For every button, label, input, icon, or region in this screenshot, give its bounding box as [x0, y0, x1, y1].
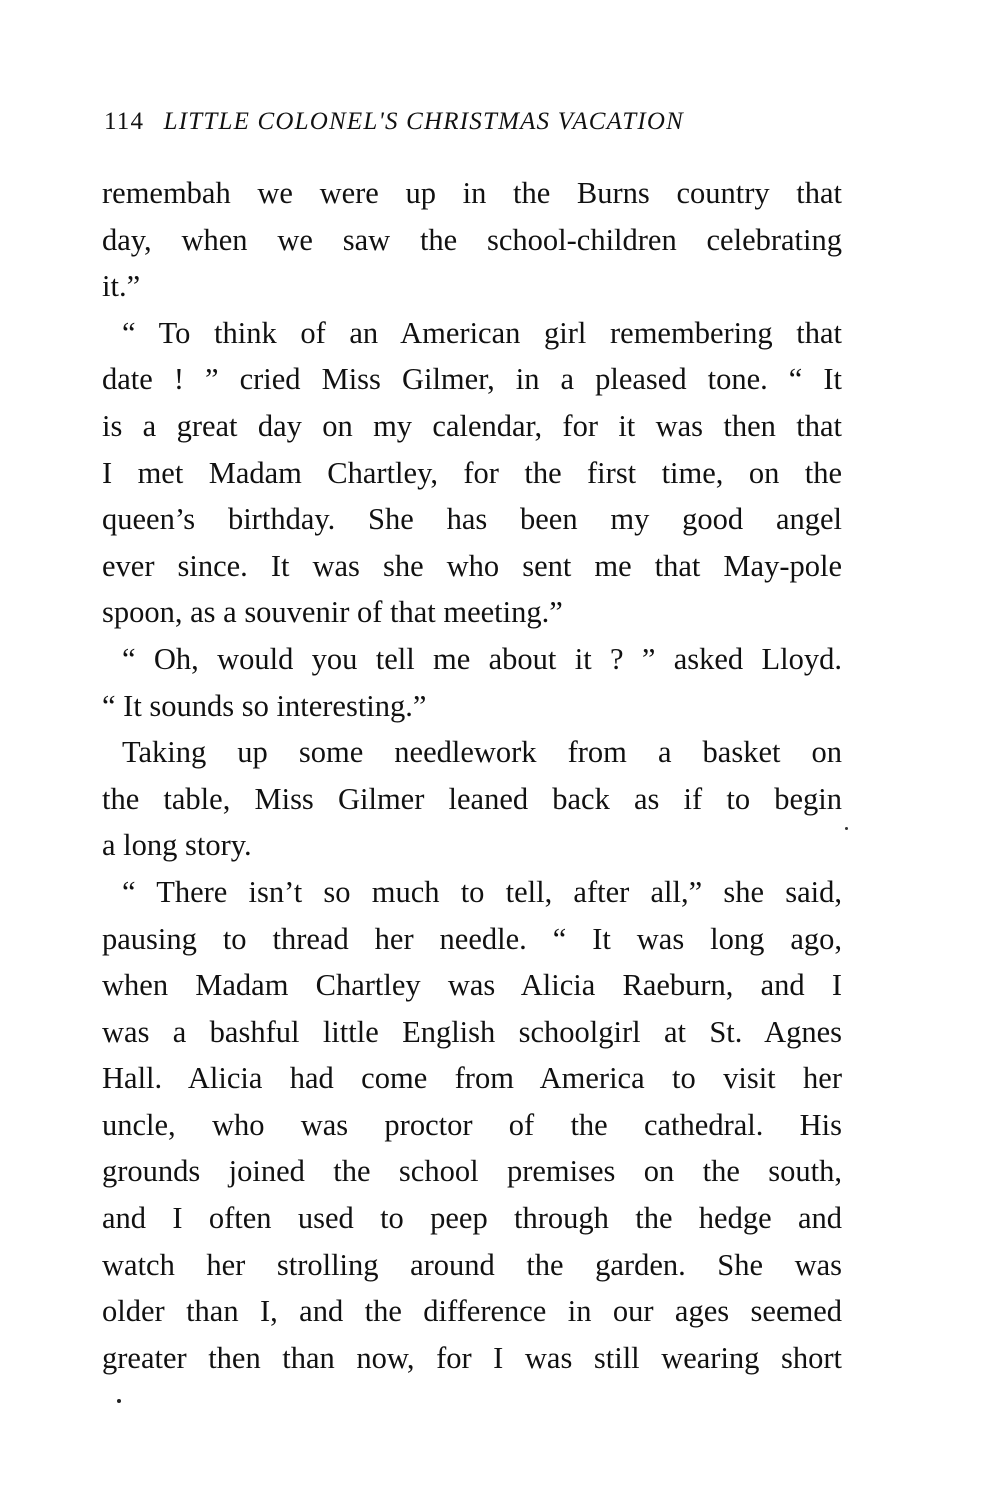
running-head: [104, 102, 844, 142]
text-line: was a bashful little English schoolgirl at St. Agnes: [102, 1014, 842, 1049]
text-line: grounds joined the school premises on the south,: [102, 1154, 842, 1189]
text-line: “ Oh, would you tell me about it ? ” asked Lloyd.: [122, 641, 842, 676]
text-line: the table, Miss Gilmer leaned back as if to begin: [102, 781, 842, 816]
text-line: when Madam Chartley was Alicia Raeburn, and I: [102, 968, 842, 1003]
text-line: remembah we were up in the Burns country that: [102, 176, 842, 210]
text-line: day, when we saw the school-children celebrating: [102, 222, 842, 257]
text-line: greater then than now, for I was still wearing short: [102, 1340, 842, 1375]
print-speck: [845, 827, 848, 830]
text-line: Hall. Alicia had come from America to visit her: [102, 1061, 842, 1096]
text-line: date ! ” cried Miss Gilmer, in a pleased tone. “ It: [102, 362, 842, 397]
text-line: a long story.: [102, 828, 252, 863]
text-line: “ There isn’t so much to tell, after all,” she said,: [122, 874, 842, 909]
text-line: queen’s birthday. She has been my good angel: [102, 502, 842, 537]
text-line: “ To think of an American girl remembering that: [122, 315, 842, 350]
text-line: spoon, as a souvenir of that meeting.”: [102, 595, 563, 630]
text-line: older than I, and the difference in our ages seemed: [102, 1294, 842, 1329]
text-line: I met Madam Chartley, for the first time, on the: [102, 455, 842, 490]
text-line: is a great day on my calendar, for it was then that: [102, 408, 842, 443]
body-text: [102, 170, 842, 1381]
page-number: 114: [104, 108, 145, 135]
text-line: ever since. It was she who sent me that May-pole: [102, 548, 842, 583]
text-line: “ It sounds so interesting.”: [102, 688, 427, 723]
text-line: Taking up some needlework from a basket on: [122, 735, 842, 770]
running-title: LITTLE COLONEL'S CHRISTMAS VACATION: [163, 108, 684, 135]
text-line: it.”: [102, 269, 141, 304]
print-speck: [117, 1399, 121, 1403]
text-line: and I often used to peep through the hedge and: [102, 1201, 842, 1236]
text-line: pausing to thread her needle. “ It was long ago,: [102, 921, 842, 956]
text-line: watch her strolling around the garden. She was: [102, 1247, 842, 1282]
text-line: uncle, who was proctor of the cathedral. His: [102, 1107, 842, 1142]
